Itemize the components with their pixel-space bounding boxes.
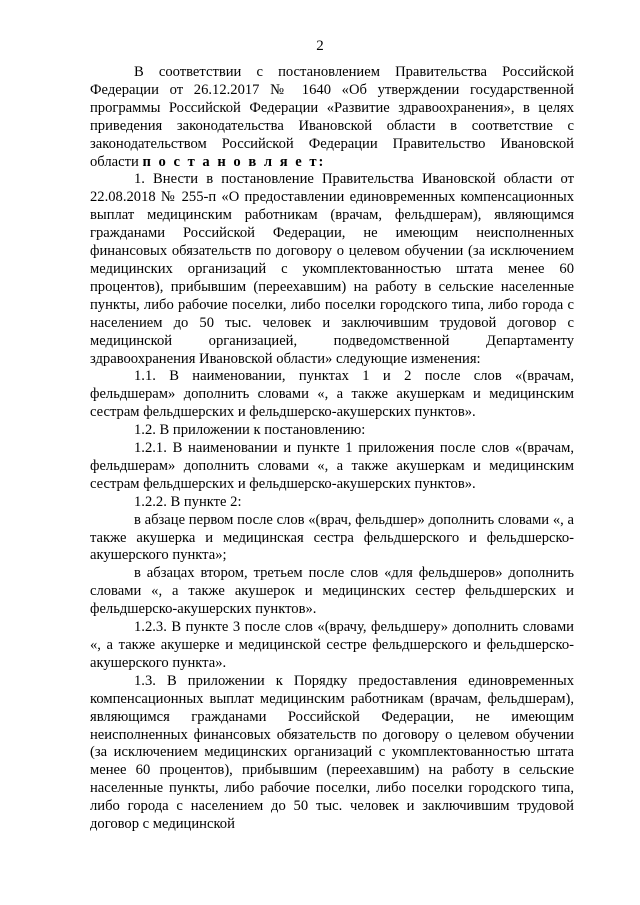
paragraph-1-2: 1.2. В приложении к постановлению: — [134, 422, 366, 439]
preamble-paragraph — [90, 64, 574, 171]
decree-word: п о с т а н о в л я е т: — [142, 153, 326, 170]
paragraph-1: 1. Внести в постановление Правительства Ивановской области от 22.08.2018 № 255-п «О предоставлении единовременных компенсационных выплат медицинским работникам (врачам, фельдшерам), являющимся гражданами Российской Федерации, не имеющим неисполненных финансовых обязательств по договору о целевом обучении (за исключением медицинских организаций с укомплектованностью штата менее 60 процентов), прибывшим (переехавшим) на работу в сельские населенные пункты, либо рабочие поселки, либо поселки городского типа, либо города с населением до 50 тыс. человек и заключившим трудовой договор с медицинской организацией, подведомственной Департаменту здравоохранения Ивановской области» следующие изменения: — [90, 171, 574, 367]
paragraph-1-1: 1.1. В наименовании, пунктах 1 и 2 после слов «(врачам, фельдшерам» дополнить словами «, а также акушеркам и медицинским сестрам фельдшерских и фельдшерско-акушерских пунктов». — [90, 368, 574, 421]
paragraph-1-2-1: 1.2.1. В наименовании и пункте 1 приложения после слов «(врачам, фельдшерам» дополнить словами «, а также акушеркам и медицинским сестрам фельдшерских и фельдшерско-акушерских пунктов». — [90, 440, 574, 492]
preamble-text: В соответствии с постановлением Правительства Российской Федерации от 26.12.2017 № 1640 «Об утверждении государственной программы Российской Федерации «Развитие здравоохранения», в целях приведения законодательства Ивановской области в соответствие с законодательством Российской Федерации Правительство Ивановской области — [90, 64, 574, 170]
paragraph-1-2-2: 1.2.2. В пункте 2: — [134, 493, 242, 510]
paragraph-1-2-3: 1.2.3. В пункте 3 после слов «(врачу, фельдшеру» дополнить словами «, а также акушерке и медицинской сестре фельдшерского и фельдшерско-акушерского пункта». — [90, 619, 574, 671]
paragraph-1-3: 1.3. В приложении к Порядку предоставления единовременных компенсационных выплат медицинским работникам (врачам, фельдшерам), являющимся гражданами Российской Федерации, не имеющим неисполненных финансовых обязательств по договору о целевом обучении (за исключением медицинских организаций с укомплектованностью штата менее 60 процентов), прибывшим (переехавшим) на работу в сельские населенные пункты, либо рабочие поселки, либо поселки городского типа, либо города с населением до 50 тыс. человек и заключившим трудовой договор с медицинской — [90, 672, 574, 833]
document-body — [90, 64, 574, 834]
paragraph-abzac-1: в абзаце первом после слов «(врач, фельдшер» дополнить словами «, а также акушерка и медицинская сестра фельдшерского и фельдшерско-акушерского пункта»; — [90, 511, 574, 564]
page-number: 2 — [316, 38, 324, 54]
paragraph-abzac-2-3: в абзацах втором, третьем после слов «для фельдшеров» дополнить словами «, а также акушерок и медицинских сестер фельдшерских и фельдшерско-акушерских пунктов». — [90, 565, 574, 618]
